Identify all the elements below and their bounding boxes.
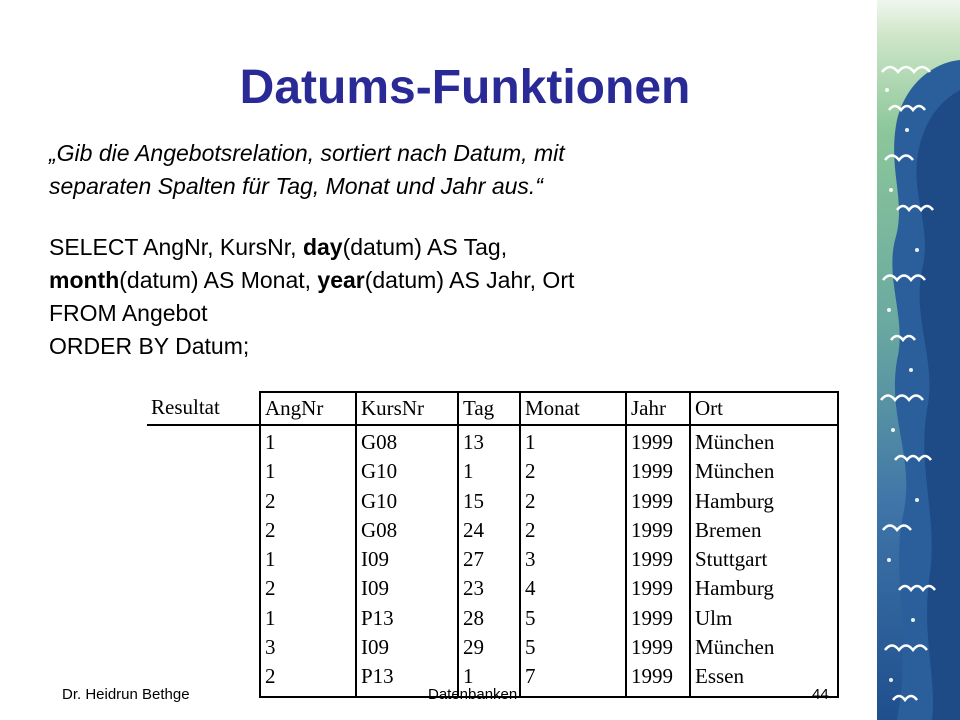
- task-quote-line: separaten Spalten für Tag, Monat und Jahr aus.“: [49, 173, 543, 199]
- table-cell: 1: [265, 459, 276, 484]
- table-column: [458, 425, 520, 697]
- table-cell: I09: [361, 635, 389, 660]
- table-cell: 1: [265, 605, 276, 630]
- table-cell: Bremen: [695, 517, 762, 542]
- sql-text: SELECT AngNr, KursNr,: [49, 234, 303, 260]
- table-cell: 1999: [631, 635, 673, 660]
- sql-keyword-year: year: [317, 267, 365, 293]
- table-cell: G08: [361, 430, 398, 454]
- table-cell: 2: [525, 517, 536, 542]
- table-cell: 1: [265, 547, 276, 572]
- footer-course: Datenbanken: [428, 686, 518, 703]
- sql-text: (datum) AS Jahr, Ort: [364, 267, 575, 293]
- task-quote-line: „Gib die Angebotsrelation, sortiert nach Datum, mit: [49, 140, 565, 166]
- table-cell: P13: [361, 664, 394, 689]
- result-table: [147, 391, 839, 698]
- table-cell: Stuttgart: [695, 547, 768, 572]
- table-cell: Hamburg: [695, 576, 774, 601]
- table-corner-label: Resultat: [147, 392, 260, 425]
- table-cell: 29: [463, 635, 484, 660]
- table-cell: G10: [361, 459, 398, 484]
- table-cell: 3: [265, 635, 276, 660]
- table-cell: 1999: [631, 430, 673, 454]
- table-cell: 2: [265, 488, 276, 513]
- great-wave-decoration: [877, 0, 960, 720]
- table-empty-cell: [147, 425, 260, 697]
- table-cell: München: [695, 459, 775, 484]
- footer-author: Dr. Heidrun Bethge: [62, 686, 190, 703]
- column-header: KursNr: [356, 392, 458, 425]
- table-cell: 5: [525, 635, 536, 660]
- sql-line-from: FROM Angebot: [49, 300, 208, 326]
- column-header: Ort: [690, 392, 838, 425]
- table-cell: 28: [463, 605, 484, 630]
- table-cell: 2: [525, 488, 536, 513]
- footer-page-number: 44: [812, 686, 829, 703]
- table-cell: 27: [463, 547, 484, 572]
- table-cell: G10: [361, 488, 398, 513]
- sql-statement: [49, 231, 849, 363]
- table-cell: 2: [265, 664, 276, 689]
- table-cell: 1999: [631, 605, 673, 630]
- table-cell: 5: [525, 605, 536, 630]
- table-cell: 1999: [631, 488, 673, 513]
- table-cell: 1999: [631, 517, 673, 542]
- table-cell: 1: [525, 430, 536, 454]
- table-cell: 15: [463, 488, 484, 513]
- table-header-row: [147, 392, 838, 425]
- table-cell: 1: [463, 459, 474, 484]
- sql-keyword-day: day: [302, 234, 343, 260]
- column-header: AngNr: [260, 392, 356, 425]
- table-cell: 1: [463, 664, 474, 689]
- table-cell: München: [695, 635, 775, 660]
- table-cell: 1999: [631, 664, 673, 689]
- table-column: [260, 425, 356, 697]
- table-cell: I09: [361, 547, 389, 572]
- column-header: Jahr: [626, 392, 690, 425]
- task-quote: [49, 137, 849, 203]
- table-cell: Hamburg: [695, 488, 774, 513]
- slide-title: Datums-Funktionen: [239, 61, 691, 114]
- table-cell: 2: [525, 459, 536, 484]
- table-body-row: [147, 425, 838, 697]
- table-cell: 2: [265, 576, 276, 601]
- table-cell: 2: [265, 517, 276, 542]
- table-cell: 1999: [631, 547, 673, 572]
- table-cell: G08: [361, 517, 398, 542]
- table-cell: 13: [463, 430, 484, 454]
- table-cell: 3: [525, 547, 536, 572]
- table-cell: Essen: [695, 664, 744, 689]
- table-cell: P13: [361, 605, 394, 630]
- table-cell: 23: [463, 576, 484, 601]
- table-cell: 24: [463, 517, 484, 542]
- column-header: Monat: [520, 392, 626, 425]
- table-column: [356, 425, 458, 697]
- table-cell: 1999: [631, 576, 673, 601]
- table-cell: 1999: [631, 459, 673, 484]
- sql-text: (datum) AS Monat,: [119, 267, 318, 293]
- table-cell: München: [695, 430, 775, 454]
- sql-line-select: [49, 231, 849, 264]
- table-cell: 7: [525, 664, 536, 689]
- sql-text: (datum) AS Tag,: [342, 234, 508, 260]
- table-column: [690, 425, 838, 697]
- table-cell: 1: [265, 430, 276, 454]
- sql-line-functions: [49, 264, 849, 297]
- sql-line-order: ORDER BY Datum;: [49, 333, 250, 359]
- table-column: [626, 425, 690, 697]
- sql-keyword-month: month: [49, 267, 120, 293]
- table-cell: 4: [525, 576, 536, 601]
- column-header: Tag: [458, 392, 520, 425]
- table-cell: Ulm: [695, 605, 733, 630]
- table-cell: I09: [361, 576, 389, 601]
- table-column: [520, 425, 626, 697]
